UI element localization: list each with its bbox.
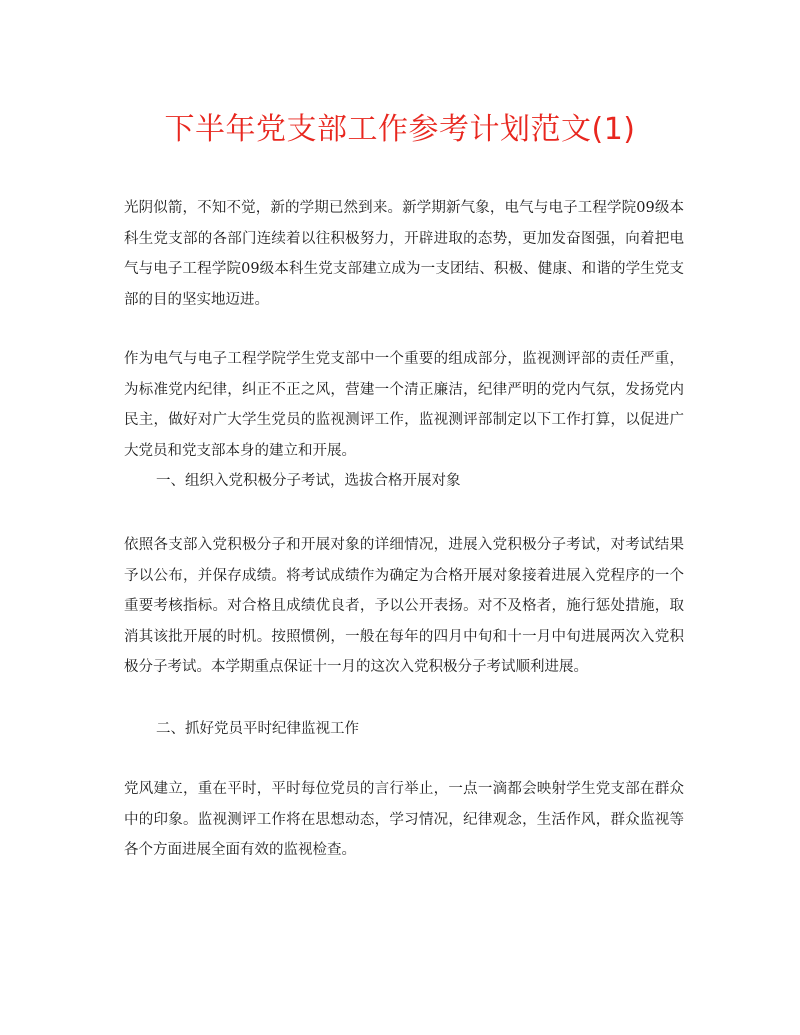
paragraph-department-role: 作为电气与电子工程学院学生党支部中一个重要的组成部分，监视测评部的责任严重，为标准党内纪律，纠正不正之风，营建一个清正廉洁，纪律严明的党内气氛，发扬党内民主，做好对广大学生党员的监视测评工作，监视测评部制定以下工作打算，以促进广大党员和党支部本身的建立和开展。 — [124, 351, 684, 459]
section-heading-1: 一、组织入党积极分子考试，选拔合格开展对象 — [156, 473, 461, 489]
paragraph-intro: 光阴似箭，不知不觉，新的学期已然到来。新学期新气象，电气与电子工程学院09级本科生党支部的各部门连续着以往积极努力，开辟进取的态势，更加发奋图强，向着把电气与电子工程学院09级本科生党支部建立成为一支团结、积极、健康、和谐的学生党支部的目的坚实地迈进。 — [124, 200, 684, 308]
document-title: 下半年党支部工作参考计划范文(1) — [164, 112, 636, 147]
paragraph-exam: 依照各支部入党积极分子和开展对象的详细情况，进展入党积极分子考试，对考试结果予以公布，并保存成绩。将考试成绩作为确定为合格开展对象接着进展入党程序的一个重要考核指标。对合格且成绩优良者，予以公开表扬。对不及格者，施行惩处措施，取消其该批开展的时机。按照惯例，一般在每年的四月中旬和十一月中旬进展两次入党积极分子考试。本学期重点保证十一月的这次入党积极分子考试顺利进展。 — [124, 537, 684, 675]
paragraph-discipline: 党风建立，重在平时，平时每位党员的言行举止，一点一滴都会映射学生党支部在群众中的印象。监视测评工作将在思想动态，学习情况，纪律观念，生活作风，群众监视等各个方面进展全面有效的监视检查。 — [124, 781, 684, 858]
section-heading-2: 二、抓好党员平时纪律监视工作 — [156, 721, 359, 737]
